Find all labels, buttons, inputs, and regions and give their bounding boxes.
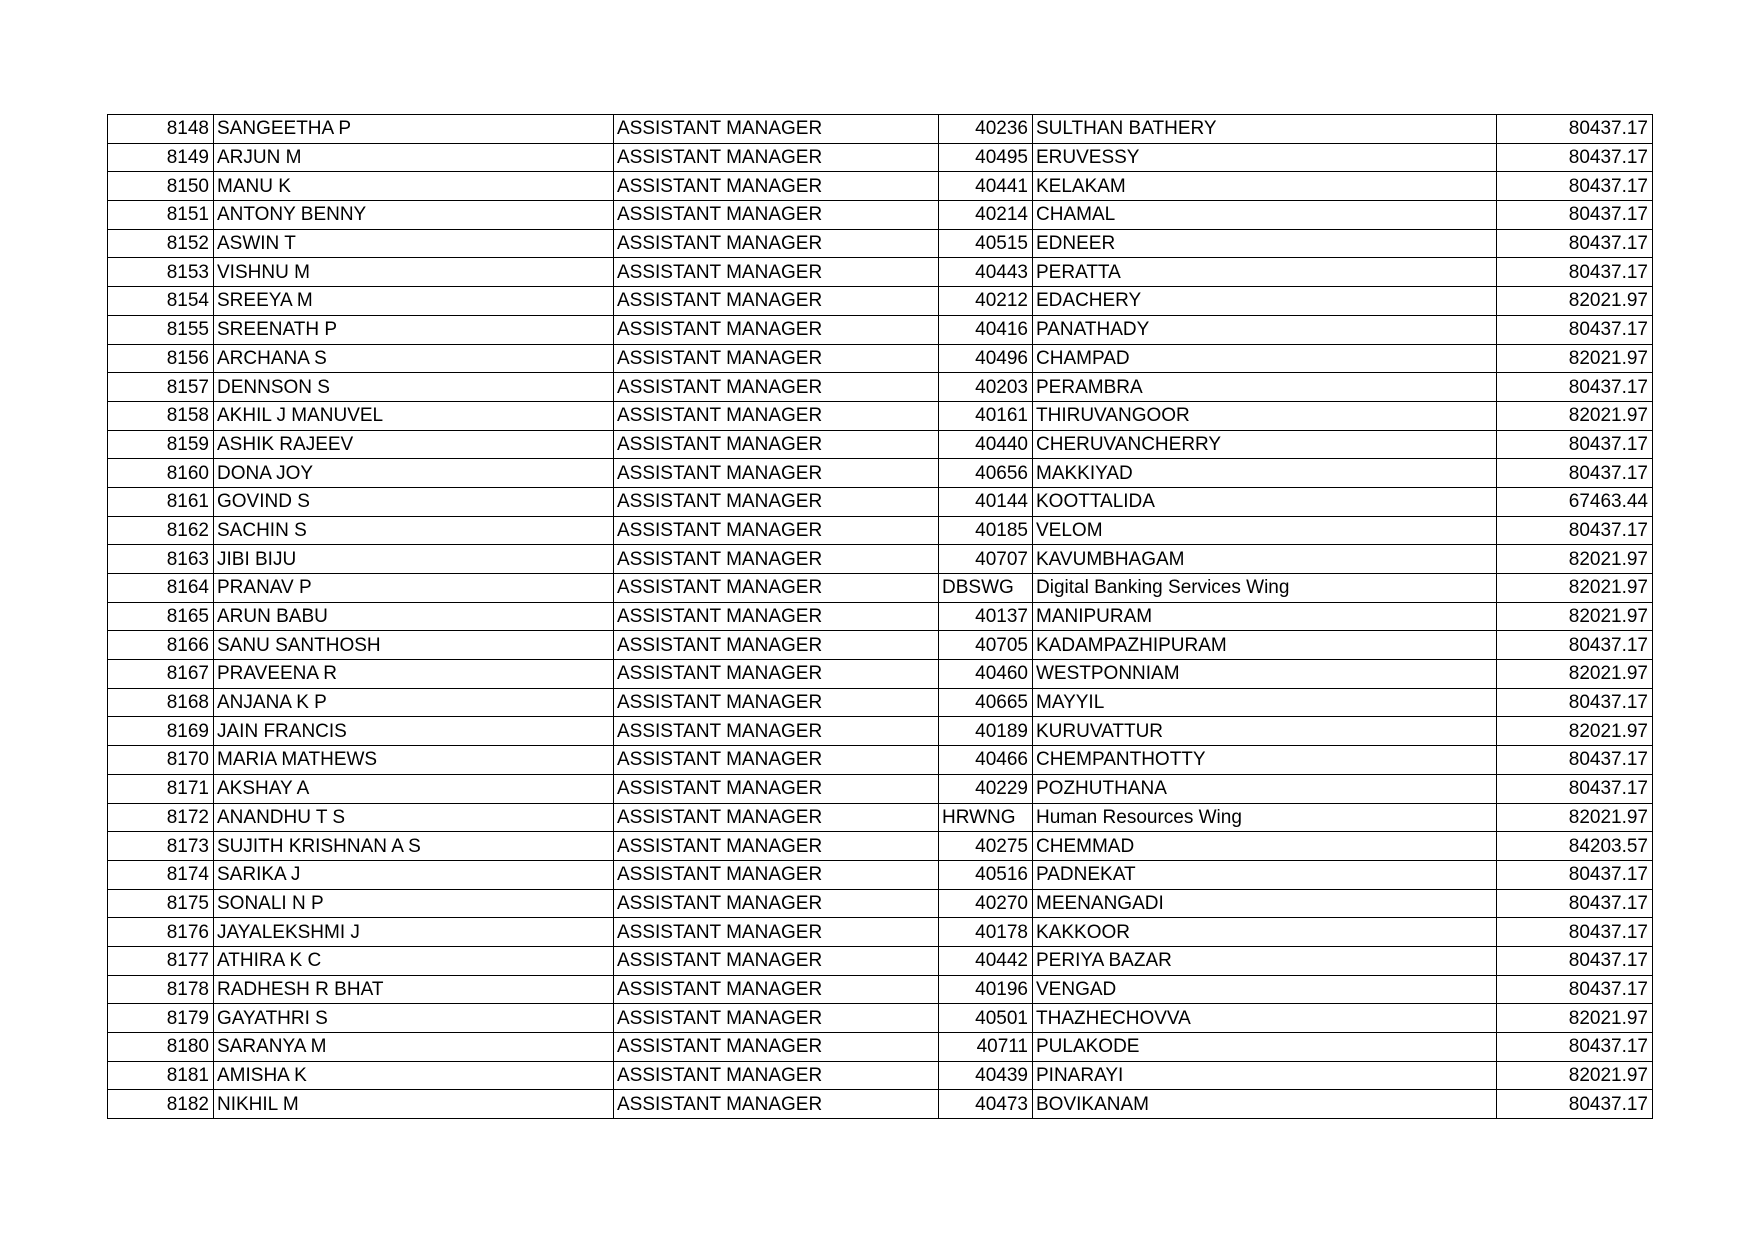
branch-code-cell: 40275 <box>939 832 1033 861</box>
employee-name-cell: ATHIRA K C <box>214 946 614 975</box>
employee-name-cell: JAIN FRANCIS <box>214 717 614 746</box>
designation-cell: ASSISTANT MANAGER <box>614 430 939 459</box>
amount-cell: 80437.17 <box>1497 1033 1653 1062</box>
branch-name-cell: PULAKODE <box>1033 1033 1497 1062</box>
employee-name-cell: AMISHA K <box>214 1061 614 1090</box>
branch-code-cell: 40196 <box>939 975 1033 1004</box>
serial-number-cell: 8181 <box>108 1061 214 1090</box>
branch-name-cell: Digital Banking Services Wing <box>1033 574 1497 603</box>
amount-cell: 82021.97 <box>1497 660 1653 689</box>
designation-cell: ASSISTANT MANAGER <box>614 1061 939 1090</box>
branch-name-cell: PINARAYI <box>1033 1061 1497 1090</box>
amount-cell: 80437.17 <box>1497 860 1653 889</box>
designation-cell: ASSISTANT MANAGER <box>614 315 939 344</box>
branch-code-cell: 40440 <box>939 430 1033 459</box>
branch-code-cell: 40229 <box>939 774 1033 803</box>
serial-number-cell: 8155 <box>108 315 214 344</box>
amount-cell: 82021.97 <box>1497 1004 1653 1033</box>
branch-code-cell: 40441 <box>939 172 1033 201</box>
amount-cell: 80437.17 <box>1497 172 1653 201</box>
employee-name-cell: JIBI BIJU <box>214 545 614 574</box>
table-row <box>108 1033 1653 1062</box>
amount-cell: 80437.17 <box>1497 201 1653 230</box>
employee-name-cell: PRAVEENA R <box>214 660 614 689</box>
branch-name-cell: KAKKOOR <box>1033 918 1497 947</box>
branch-name-cell: CHERUVANCHERRY <box>1033 430 1497 459</box>
amount-cell: 80437.17 <box>1497 315 1653 344</box>
serial-number-cell: 8154 <box>108 287 214 316</box>
posting-list-sheet <box>107 114 1652 1119</box>
branch-code-cell: 40189 <box>939 717 1033 746</box>
serial-number-cell: 8171 <box>108 774 214 803</box>
employee-name-cell: ANANDHU T S <box>214 803 614 832</box>
employee-name-cell: SREEYA M <box>214 287 614 316</box>
amount-cell: 82021.97 <box>1497 344 1653 373</box>
branch-code-cell: 40711 <box>939 1033 1033 1062</box>
branch-code-cell: DBSWG <box>939 574 1033 603</box>
branch-code-cell: 40656 <box>939 459 1033 488</box>
branch-name-cell: PERATTA <box>1033 258 1497 287</box>
designation-cell: ASSISTANT MANAGER <box>614 258 939 287</box>
table-row <box>108 774 1653 803</box>
branch-name-cell: CHAMPAD <box>1033 344 1497 373</box>
table-row <box>108 1004 1653 1033</box>
employee-name-cell: SUJITH KRISHNAN A S <box>214 832 614 861</box>
designation-cell: ASSISTANT MANAGER <box>614 287 939 316</box>
serial-number-cell: 8151 <box>108 201 214 230</box>
branch-name-cell: THAZHECHOVVA <box>1033 1004 1497 1033</box>
amount-cell: 80437.17 <box>1497 430 1653 459</box>
table-row <box>108 315 1653 344</box>
branch-name-cell: ERUVESSY <box>1033 143 1497 172</box>
table-row <box>108 545 1653 574</box>
designation-cell: ASSISTANT MANAGER <box>614 774 939 803</box>
designation-cell: ASSISTANT MANAGER <box>614 688 939 717</box>
table-row <box>108 344 1653 373</box>
serial-number-cell: 8149 <box>108 143 214 172</box>
amount-cell: 67463.44 <box>1497 487 1653 516</box>
branch-name-cell: KOOTTALIDA <box>1033 487 1497 516</box>
designation-cell: ASSISTANT MANAGER <box>614 860 939 889</box>
serial-number-cell: 8178 <box>108 975 214 1004</box>
posting-table-body <box>108 115 1653 1119</box>
branch-name-cell: WESTPONNIAM <box>1033 660 1497 689</box>
employee-name-cell: VISHNU M <box>214 258 614 287</box>
designation-cell: ASSISTANT MANAGER <box>614 602 939 631</box>
employee-name-cell: MANU K <box>214 172 614 201</box>
amount-cell: 82021.97 <box>1497 287 1653 316</box>
branch-name-cell: THIRUVANGOOR <box>1033 401 1497 430</box>
branch-code-cell: 40495 <box>939 143 1033 172</box>
amount-cell: 82021.97 <box>1497 803 1653 832</box>
branch-name-cell: POZHUTHANA <box>1033 774 1497 803</box>
branch-name-cell: SULTHAN BATHERY <box>1033 115 1497 144</box>
employee-name-cell: SARANYA M <box>214 1033 614 1062</box>
branch-code-cell: 40439 <box>939 1061 1033 1090</box>
serial-number-cell: 8159 <box>108 430 214 459</box>
amount-cell: 80437.17 <box>1497 946 1653 975</box>
designation-cell: ASSISTANT MANAGER <box>614 889 939 918</box>
branch-name-cell: PADNEKAT <box>1033 860 1497 889</box>
serial-number-cell: 8168 <box>108 688 214 717</box>
table-row <box>108 660 1653 689</box>
designation-cell: ASSISTANT MANAGER <box>614 946 939 975</box>
amount-cell: 80437.17 <box>1497 373 1653 402</box>
amount-cell: 80437.17 <box>1497 918 1653 947</box>
designation-cell: ASSISTANT MANAGER <box>614 660 939 689</box>
branch-code-cell: 40473 <box>939 1090 1033 1119</box>
table-row <box>108 430 1653 459</box>
employee-name-cell: ANTONY BENNY <box>214 201 614 230</box>
amount-cell: 82021.97 <box>1497 717 1653 746</box>
serial-number-cell: 8167 <box>108 660 214 689</box>
amount-cell: 80437.17 <box>1497 115 1653 144</box>
serial-number-cell: 8163 <box>108 545 214 574</box>
branch-name-cell: CHAMAL <box>1033 201 1497 230</box>
branch-name-cell: MEENANGADI <box>1033 889 1497 918</box>
table-row <box>108 201 1653 230</box>
table-row <box>108 631 1653 660</box>
branch-name-cell: VENGAD <box>1033 975 1497 1004</box>
branch-code-cell: 40516 <box>939 860 1033 889</box>
branch-code-cell: HRWNG <box>939 803 1033 832</box>
serial-number-cell: 8170 <box>108 746 214 775</box>
designation-cell: ASSISTANT MANAGER <box>614 487 939 516</box>
designation-cell: ASSISTANT MANAGER <box>614 975 939 1004</box>
amount-cell: 80437.17 <box>1497 631 1653 660</box>
amount-cell: 80437.17 <box>1497 516 1653 545</box>
table-row <box>108 717 1653 746</box>
serial-number-cell: 8164 <box>108 574 214 603</box>
designation-cell: ASSISTANT MANAGER <box>614 832 939 861</box>
designation-cell: ASSISTANT MANAGER <box>614 344 939 373</box>
employee-name-cell: RADHESH R BHAT <box>214 975 614 1004</box>
serial-number-cell: 8166 <box>108 631 214 660</box>
branch-name-cell: PERIYA BAZAR <box>1033 946 1497 975</box>
branch-name-cell: CHEMMAD <box>1033 832 1497 861</box>
designation-cell: ASSISTANT MANAGER <box>614 459 939 488</box>
posting-table <box>107 114 1653 1119</box>
serial-number-cell: 8153 <box>108 258 214 287</box>
designation-cell: ASSISTANT MANAGER <box>614 1033 939 1062</box>
branch-name-cell: VELOM <box>1033 516 1497 545</box>
table-row <box>108 574 1653 603</box>
branch-code-cell: 40707 <box>939 545 1033 574</box>
branch-code-cell: 40496 <box>939 344 1033 373</box>
employee-name-cell: GOVIND S <box>214 487 614 516</box>
branch-code-cell: 40705 <box>939 631 1033 660</box>
serial-number-cell: 8169 <box>108 717 214 746</box>
employee-name-cell: SARIKA J <box>214 860 614 889</box>
table-row <box>108 688 1653 717</box>
serial-number-cell: 8148 <box>108 115 214 144</box>
table-row <box>108 746 1653 775</box>
branch-name-cell: MAKKIYAD <box>1033 459 1497 488</box>
branch-name-cell: KELAKAM <box>1033 172 1497 201</box>
table-row <box>108 860 1653 889</box>
employee-name-cell: ARUN BABU <box>214 602 614 631</box>
branch-name-cell: EDACHERY <box>1033 287 1497 316</box>
designation-cell: ASSISTANT MANAGER <box>614 143 939 172</box>
employee-name-cell: PRANAV P <box>214 574 614 603</box>
table-row <box>108 889 1653 918</box>
serial-number-cell: 8156 <box>108 344 214 373</box>
employee-name-cell: SONALI N P <box>214 889 614 918</box>
branch-code-cell: 40178 <box>939 918 1033 947</box>
table-row <box>108 832 1653 861</box>
serial-number-cell: 8160 <box>108 459 214 488</box>
amount-cell: 80437.17 <box>1497 258 1653 287</box>
employee-name-cell: NIKHIL M <box>214 1090 614 1119</box>
serial-number-cell: 8176 <box>108 918 214 947</box>
branch-name-cell: PANATHADY <box>1033 315 1497 344</box>
employee-name-cell: MARIA MATHEWS <box>214 746 614 775</box>
branch-name-cell: BOVIKANAM <box>1033 1090 1497 1119</box>
table-row <box>108 975 1653 1004</box>
employee-name-cell: SANGEETHA P <box>214 115 614 144</box>
branch-code-cell: 40443 <box>939 258 1033 287</box>
serial-number-cell: 8182 <box>108 1090 214 1119</box>
employee-name-cell: SREENATH P <box>214 315 614 344</box>
designation-cell: ASSISTANT MANAGER <box>614 516 939 545</box>
amount-cell: 80437.17 <box>1497 688 1653 717</box>
branch-name-cell: KURUVATTUR <box>1033 717 1497 746</box>
table-row <box>108 373 1653 402</box>
designation-cell: ASSISTANT MANAGER <box>614 746 939 775</box>
branch-code-cell: 40460 <box>939 660 1033 689</box>
branch-name-cell: CHEMPANTHOTTY <box>1033 746 1497 775</box>
table-row <box>108 1090 1653 1119</box>
serial-number-cell: 8157 <box>108 373 214 402</box>
amount-cell: 80437.17 <box>1497 746 1653 775</box>
branch-code-cell: 40236 <box>939 115 1033 144</box>
serial-number-cell: 8162 <box>108 516 214 545</box>
branch-code-cell: 40137 <box>939 602 1033 631</box>
employee-name-cell: JAYALEKSHMI J <box>214 918 614 947</box>
table-row <box>108 115 1653 144</box>
table-row <box>108 143 1653 172</box>
amount-cell: 80437.17 <box>1497 459 1653 488</box>
branch-name-cell: Human Resources Wing <box>1033 803 1497 832</box>
table-row <box>108 918 1653 947</box>
designation-cell: ASSISTANT MANAGER <box>614 918 939 947</box>
employee-name-cell: GAYATHRI S <box>214 1004 614 1033</box>
amount-cell: 80437.17 <box>1497 143 1653 172</box>
amount-cell: 82021.97 <box>1497 401 1653 430</box>
employee-name-cell: ARCHANA S <box>214 344 614 373</box>
employee-name-cell: DENNSON S <box>214 373 614 402</box>
branch-name-cell: EDNEER <box>1033 229 1497 258</box>
branch-name-cell: PERAMBRA <box>1033 373 1497 402</box>
employee-name-cell: DONA JOY <box>214 459 614 488</box>
employee-name-cell: AKSHAY A <box>214 774 614 803</box>
branch-name-cell: MAYYIL <box>1033 688 1497 717</box>
serial-number-cell: 8150 <box>108 172 214 201</box>
employee-name-cell: ARJUN M <box>214 143 614 172</box>
table-row <box>108 602 1653 631</box>
designation-cell: ASSISTANT MANAGER <box>614 574 939 603</box>
branch-code-cell: 40161 <box>939 401 1033 430</box>
amount-cell: 80437.17 <box>1497 229 1653 258</box>
amount-cell: 80437.17 <box>1497 1090 1653 1119</box>
serial-number-cell: 8158 <box>108 401 214 430</box>
amount-cell: 84203.57 <box>1497 832 1653 861</box>
table-row <box>108 459 1653 488</box>
branch-name-cell: KAVUMBHAGAM <box>1033 545 1497 574</box>
designation-cell: ASSISTANT MANAGER <box>614 545 939 574</box>
branch-code-cell: 40144 <box>939 487 1033 516</box>
designation-cell: ASSISTANT MANAGER <box>614 717 939 746</box>
amount-cell: 80437.17 <box>1497 889 1653 918</box>
branch-code-cell: 40665 <box>939 688 1033 717</box>
branch-name-cell: MANIPURAM <box>1033 602 1497 631</box>
serial-number-cell: 8152 <box>108 229 214 258</box>
branch-name-cell: KADAMPAZHIPURAM <box>1033 631 1497 660</box>
amount-cell: 80437.17 <box>1497 975 1653 1004</box>
serial-number-cell: 8175 <box>108 889 214 918</box>
designation-cell: ASSISTANT MANAGER <box>614 229 939 258</box>
branch-code-cell: 40501 <box>939 1004 1033 1033</box>
table-row <box>108 229 1653 258</box>
designation-cell: ASSISTANT MANAGER <box>614 201 939 230</box>
serial-number-cell: 8177 <box>108 946 214 975</box>
serial-number-cell: 8173 <box>108 832 214 861</box>
table-row <box>108 172 1653 201</box>
branch-code-cell: 40203 <box>939 373 1033 402</box>
designation-cell: ASSISTANT MANAGER <box>614 373 939 402</box>
employee-name-cell: ASWIN T <box>214 229 614 258</box>
table-row <box>108 287 1653 316</box>
serial-number-cell: 8180 <box>108 1033 214 1062</box>
designation-cell: ASSISTANT MANAGER <box>614 1090 939 1119</box>
serial-number-cell: 8174 <box>108 860 214 889</box>
table-row <box>108 946 1653 975</box>
amount-cell: 80437.17 <box>1497 774 1653 803</box>
employee-name-cell: ASHIK RAJEEV <box>214 430 614 459</box>
designation-cell: ASSISTANT MANAGER <box>614 631 939 660</box>
serial-number-cell: 8179 <box>108 1004 214 1033</box>
designation-cell: ASSISTANT MANAGER <box>614 803 939 832</box>
amount-cell: 82021.97 <box>1497 574 1653 603</box>
employee-name-cell: SACHIN S <box>214 516 614 545</box>
employee-name-cell: SANU SANTHOSH <box>214 631 614 660</box>
branch-code-cell: 40416 <box>939 315 1033 344</box>
designation-cell: ASSISTANT MANAGER <box>614 172 939 201</box>
branch-code-cell: 40466 <box>939 746 1033 775</box>
table-row <box>108 516 1653 545</box>
amount-cell: 82021.97 <box>1497 545 1653 574</box>
table-row <box>108 1061 1653 1090</box>
branch-code-cell: 40515 <box>939 229 1033 258</box>
employee-name-cell: ANJANA K P <box>214 688 614 717</box>
amount-cell: 82021.97 <box>1497 1061 1653 1090</box>
designation-cell: ASSISTANT MANAGER <box>614 115 939 144</box>
table-row <box>108 803 1653 832</box>
table-row <box>108 401 1653 430</box>
table-row <box>108 258 1653 287</box>
branch-code-cell: 40442 <box>939 946 1033 975</box>
serial-number-cell: 8161 <box>108 487 214 516</box>
branch-code-cell: 40270 <box>939 889 1033 918</box>
designation-cell: ASSISTANT MANAGER <box>614 1004 939 1033</box>
branch-code-cell: 40185 <box>939 516 1033 545</box>
employee-name-cell: AKHIL J MANUVEL <box>214 401 614 430</box>
table-row <box>108 487 1653 516</box>
branch-code-cell: 40212 <box>939 287 1033 316</box>
serial-number-cell: 8165 <box>108 602 214 631</box>
branch-code-cell: 40214 <box>939 201 1033 230</box>
amount-cell: 82021.97 <box>1497 602 1653 631</box>
designation-cell: ASSISTANT MANAGER <box>614 401 939 430</box>
serial-number-cell: 8172 <box>108 803 214 832</box>
